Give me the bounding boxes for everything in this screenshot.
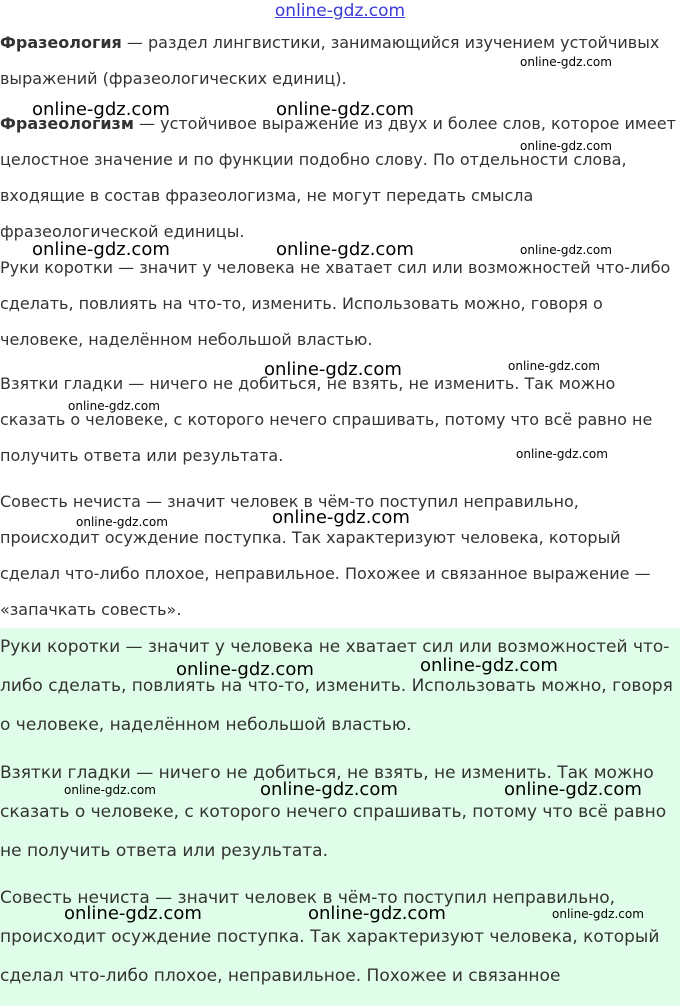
watermark: online-gdz.com bbox=[264, 359, 402, 380]
watermark: online-gdz.com bbox=[276, 239, 414, 260]
watermark: online-gdz.com bbox=[520, 55, 612, 69]
paragraph-vzyatki-gladki: Взятки гладки — ничего не добиться, не взять, не изменить. Так можно сказать о человеке, с которого нечего спрашивать, потому что всё равно не получить ответа или результата. bbox=[0, 374, 653, 465]
watermark: online-gdz.com bbox=[64, 903, 202, 924]
watermark: online-gdz.com bbox=[32, 239, 170, 260]
watermark: online-gdz.com bbox=[420, 655, 558, 676]
watermark: online-gdz.com bbox=[272, 507, 410, 528]
answer-vzyatki-gladki: Взятки гладки — ничего не добиться, не взять, не изменить. Так можно сказать о человеке, с которого нечего спрашивать, потому что всё равно не получить ответа или результата. bbox=[0, 763, 667, 861]
definition-phraseologism: — устойчивое выражение из двух и более слов, которое имеет целостное значение и по функции подобно слову. По отдельности слова, входящие в состав фразеологизма, не могут передать смысла фразеологической единицы. bbox=[0, 114, 676, 241]
watermark: online-gdz.com bbox=[516, 447, 608, 461]
paragraph-ruki-korotki: Руки коротки — значит у человека не хватает сил или возможностей что-либо сделать, повлиять на что-то, изменить. Использовать можно, говоря о человеке, наделённом небольшой властью. bbox=[0, 258, 671, 349]
site-header-link[interactable]: online-gdz.com bbox=[274, 1, 406, 21]
watermark: online-gdz.com bbox=[260, 779, 398, 800]
watermark: online-gdz.com bbox=[308, 903, 446, 924]
watermark: online-gdz.com bbox=[504, 779, 642, 800]
watermark: online-gdz.com bbox=[552, 907, 644, 921]
watermark: online-gdz.com bbox=[68, 399, 160, 413]
watermark: online-gdz.com bbox=[508, 359, 600, 373]
answer-sovest-nechista: Совесть нечиста — значит человек в чём-то поступил неправильно, происходит осуждение поступка. Так характеризуют человека, который сделал что-либо плохое, неправильное. Похожее и связанное bbox=[0, 888, 660, 986]
watermark: online-gdz.com bbox=[176, 659, 314, 680]
definition-phraseology: — раздел лингвистики, занимающийся изучением устойчивых выражений (фразеологических единиц). bbox=[0, 33, 660, 88]
watermark: online-gdz.com bbox=[276, 99, 414, 120]
watermark: online-gdz.com bbox=[64, 783, 156, 797]
highlighted-answer-section bbox=[0, 628, 680, 1006]
watermark: online-gdz.com bbox=[520, 243, 612, 257]
answer-ruki-korotki: Руки коротки — значит у человека не хватает сил или возможностей что-либо сделать, повлиять на что-то, изменить. Использовать можно, говоря о человеке, наделённом небольшой властью. bbox=[0, 637, 673, 735]
paragraph-phraseologism bbox=[0, 106, 676, 250]
watermark: online-gdz.com bbox=[32, 99, 170, 120]
paragraph-sovest-nechista: Совесть нечиста — значит человек в чём-то поступил неправильно, происходит осуждение поступка. Так характеризуют человека, который сделал что-либо плохое, неправильное. Похожее и связанное выражение — «запачкать совесть». bbox=[0, 492, 651, 619]
watermark: online-gdz.com bbox=[520, 139, 612, 153]
watermark: online-gdz.com bbox=[76, 515, 168, 529]
term-phraseologism: Фразеологизм bbox=[0, 114, 134, 133]
term-phraseology: Фразеология bbox=[0, 33, 122, 52]
